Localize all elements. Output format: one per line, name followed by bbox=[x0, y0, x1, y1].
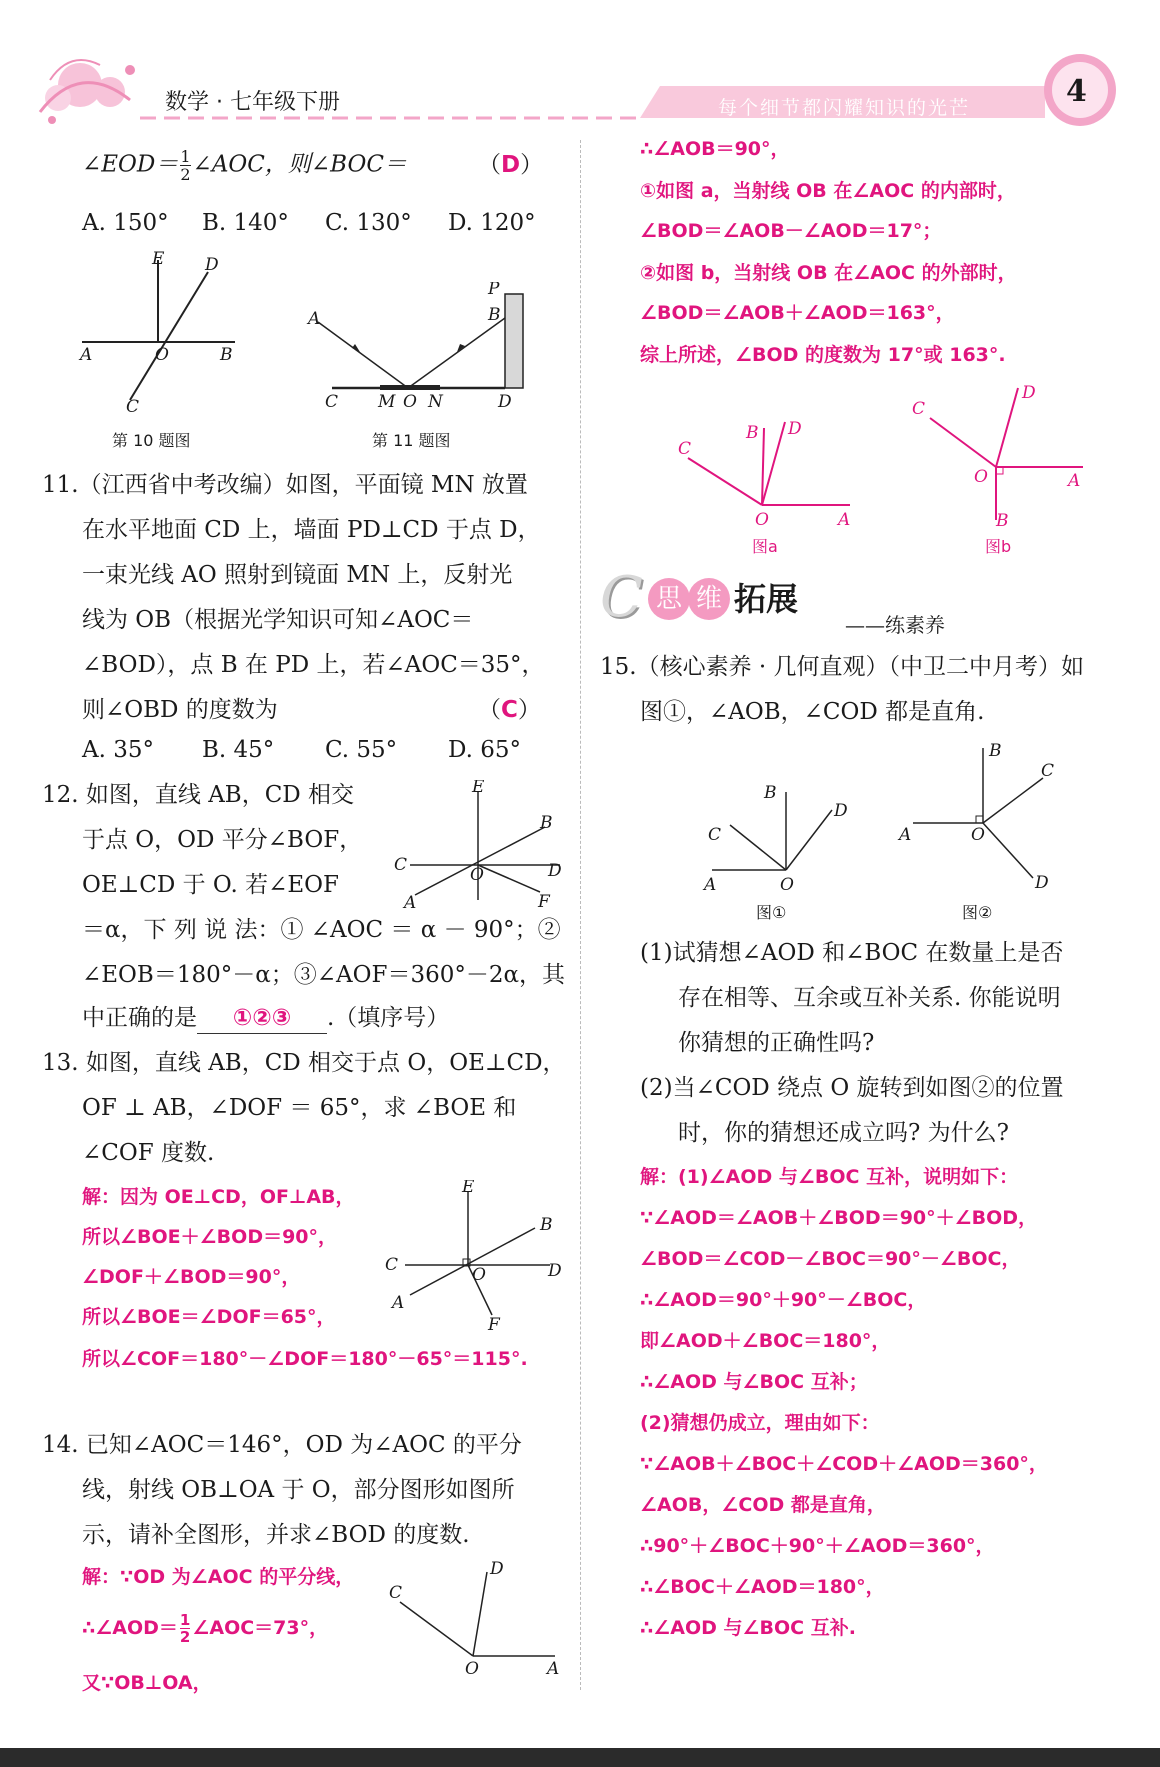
section-title-tail: 拓展 bbox=[734, 580, 799, 618]
q13-solution-2: 所以∠BOE＋∠BOD＝90°， bbox=[82, 1226, 338, 1248]
q11-line-6: 则∠OBD 的度数为 bbox=[82, 697, 278, 723]
svg-text:E: E bbox=[462, 1180, 475, 1197]
q12-suffix: .（填序号） bbox=[327, 1005, 450, 1031]
figure-1 bbox=[700, 780, 860, 895]
q13-line-1: 13. 如图，直线 AB，CD 相交于点 O，OE⊥CD， bbox=[42, 1050, 566, 1076]
svg-text:O: O bbox=[472, 1265, 486, 1285]
svg-text:E: E bbox=[152, 250, 165, 269]
svg-text:D: D bbox=[1035, 873, 1049, 890]
column-divider bbox=[580, 140, 581, 1690]
svg-text:O: O bbox=[755, 510, 769, 530]
q12-line-6 bbox=[82, 1003, 449, 1034]
q15-solution-8: ∵∠AOB＋∠BOC＋∠COD＋∠AOD＝360°， bbox=[640, 1453, 1048, 1475]
q10-option-a: A. 150° bbox=[82, 210, 169, 236]
q14-cont-6: 综上所述，∠BOD 的度数为 17°或 163°. bbox=[640, 344, 1006, 366]
svg-text:F: F bbox=[538, 892, 550, 910]
q13-solution-1: 解：因为 OE⊥CD，OF⊥AB， bbox=[82, 1186, 355, 1208]
q15-part-2b: 时，你的猜想还成立吗? 为什么? bbox=[678, 1120, 1009, 1146]
q15-solution-5: 即∠AOD＋∠BOC＝180°， bbox=[640, 1330, 891, 1352]
q10-answer: D bbox=[501, 152, 521, 178]
svg-text:O: O bbox=[470, 865, 484, 885]
figure-b bbox=[900, 380, 1100, 530]
q15-solution-6: ∴∠AOD 与∠BOC 互补； bbox=[640, 1371, 868, 1393]
q13-line-2: OF ⊥ AB，∠DOF ＝ 65°，求 ∠BOE 和 bbox=[82, 1095, 517, 1121]
section-letter: C bbox=[600, 565, 643, 630]
svg-text:E: E bbox=[472, 780, 485, 797]
fraction-half bbox=[180, 1612, 190, 1645]
figure-b-caption: 图b bbox=[985, 537, 1012, 556]
q14-cont-4: ②如图 b，当射线 OB 在∠AOC 的外部时， bbox=[640, 262, 1017, 284]
figure-a-caption: 图a bbox=[752, 537, 778, 556]
section-subtitle: ——练素养 bbox=[845, 613, 945, 637]
q10-option-b: B. 140° bbox=[202, 210, 289, 236]
q11-option-d: D. 65° bbox=[448, 737, 522, 763]
paren-open: （ bbox=[478, 697, 501, 723]
paren-open: （ bbox=[478, 152, 501, 178]
q15-solution-10: ∴90°＋∠BOC＋90°＋∠AOD＝360°， bbox=[640, 1535, 995, 1557]
svg-text:M: M bbox=[378, 392, 396, 412]
q15-line-1: 15.（核心素养 · 几何直观）（中卫二中月考）如 bbox=[600, 654, 1085, 680]
q12-line-5: ∠EOB＝180°－α；③∠AOF＝360°－2α，其 bbox=[82, 962, 566, 988]
figure-10 bbox=[70, 250, 250, 415]
svg-text:B: B bbox=[540, 813, 553, 833]
q10-option-d: D. 120° bbox=[448, 210, 536, 236]
frac-num: 1 bbox=[180, 147, 191, 166]
svg-text:D: D bbox=[834, 801, 848, 821]
figure-11-caption: 第 11 题图 bbox=[372, 431, 451, 450]
q13-solution-4: 所以∠BOE＝∠DOF＝65°， bbox=[82, 1306, 336, 1328]
svg-text:A: A bbox=[404, 893, 417, 910]
q11-answer-bracket bbox=[478, 695, 541, 725]
q10-stem-b: ∠AOC，则∠BOC＝ bbox=[192, 151, 407, 178]
svg-text:D: D bbox=[490, 1560, 504, 1579]
svg-text:C: C bbox=[394, 855, 408, 875]
q14-solution-1: 解：∵OD 为∠AOC 的平分线， bbox=[82, 1566, 355, 1588]
q14-solution-3: 又∵OB⊥OA， bbox=[82, 1672, 212, 1694]
svg-text:A: A bbox=[308, 309, 321, 329]
q13-solution-5: 所以∠COF＝180°－∠DOF＝180°－65°＝115°. bbox=[82, 1348, 528, 1370]
q13-line-3: ∠COF 度数. bbox=[82, 1140, 215, 1166]
q15-part-1: (1)试猜想∠AOD 和∠BOC 在数量上是否 bbox=[640, 940, 1064, 966]
frac-den: 2 bbox=[179, 1628, 191, 1646]
svg-text:C: C bbox=[126, 397, 140, 415]
section-char-1: 思 bbox=[648, 578, 690, 620]
q14-sol2-b: ∠AOC＝73°， bbox=[192, 1617, 329, 1639]
svg-text:O: O bbox=[974, 467, 988, 487]
q15-solution-1: 解：(1)∠AOD 与∠BOC 互补，说明如下： bbox=[640, 1166, 1019, 1188]
q12-line-3: OE⊥CD 于 O. 若∠EOF bbox=[82, 872, 339, 898]
svg-text:O: O bbox=[403, 392, 417, 412]
q12-line-2: 于点 O，OD 平分∠BOF， bbox=[82, 827, 363, 853]
figure-a bbox=[660, 410, 860, 530]
svg-text:A: A bbox=[392, 1293, 405, 1313]
figure-14 bbox=[385, 1560, 565, 1675]
q15-part-1c: 你猜想的正确性吗? bbox=[678, 1030, 875, 1056]
q11-line-3: 一束光线 AO 照射到镜面 MN 上，反射光 bbox=[82, 562, 513, 588]
fraction-half bbox=[180, 148, 190, 183]
q11-option-a: A. 35° bbox=[82, 737, 154, 763]
q14-solution-2 bbox=[82, 1612, 328, 1645]
floral-ornament-icon bbox=[40, 60, 135, 124]
svg-text:C: C bbox=[385, 1255, 399, 1275]
svg-text:A: A bbox=[80, 345, 93, 365]
figure-2 bbox=[895, 740, 1070, 890]
q10-answer-bracket bbox=[478, 150, 543, 180]
frac-den: 2 bbox=[180, 165, 191, 184]
svg-text:A: A bbox=[1068, 471, 1081, 491]
svg-text:C: C bbox=[389, 1583, 403, 1603]
figure-2-caption: 图② bbox=[962, 903, 993, 922]
q15-solution-2: ∵∠AOD＝∠AOB＋∠BOD＝90°＋∠BOD， bbox=[640, 1207, 1038, 1229]
q15-line-2: 图①，∠AOB，∠COD 都是直角. bbox=[640, 699, 985, 725]
q11-line-1: 11.（江西省中考改编）如图，平面镜 MN 放置 bbox=[42, 472, 528, 498]
q10-option-c: C. 130° bbox=[325, 210, 412, 236]
q15-part-2: (2)当∠COD 绕点 O 旋转到如图②的位置 bbox=[640, 1075, 1064, 1101]
svg-text:A: A bbox=[899, 825, 912, 845]
q10-stem-a: ∠EOD＝ bbox=[82, 151, 179, 178]
bottom-bar bbox=[0, 1748, 1160, 1767]
svg-text:D: D bbox=[498, 392, 512, 412]
svg-text:D: D bbox=[1022, 383, 1036, 403]
q15-solution-12: ∴∠AOD 与∠BOC 互补. bbox=[640, 1617, 856, 1639]
svg-text:A: A bbox=[704, 875, 717, 895]
figure-13 bbox=[380, 1180, 565, 1330]
q14-cont-1: ∴∠AOB＝90°， bbox=[640, 138, 790, 160]
svg-text:B: B bbox=[488, 305, 501, 325]
q11-option-b: B. 45° bbox=[202, 737, 275, 763]
q14-line-3: 示，请补全图形，并求∠BOD 的度数. bbox=[82, 1522, 470, 1548]
q12-prefix: 中正确的是 bbox=[82, 1005, 197, 1031]
q15-solution-4: ∴∠AOD＝90°＋90°－∠BOC， bbox=[640, 1289, 927, 1311]
q10-stem bbox=[82, 148, 407, 183]
figure-12 bbox=[390, 780, 565, 910]
svg-text:N: N bbox=[428, 392, 443, 412]
q11-answer: C bbox=[501, 697, 518, 723]
q14-line-2: 线，射线 OB⊥OA 于 O，部分图形如图所 bbox=[82, 1477, 515, 1503]
svg-text:P: P bbox=[488, 282, 500, 299]
svg-text:D: D bbox=[548, 1261, 562, 1281]
svg-text:D: D bbox=[548, 861, 562, 881]
q11-line-5: ∠BOD），点 B 在 PD 上，若∠AOC＝35°， bbox=[82, 652, 545, 678]
svg-text:O: O bbox=[465, 1659, 479, 1675]
q15-solution-9: ∠AOB，∠COD 都是直角， bbox=[640, 1494, 886, 1516]
q15-solution-3: ∠BOD＝∠COD－∠BOC＝90°－∠BOC， bbox=[640, 1248, 1021, 1270]
svg-text:B: B bbox=[996, 511, 1009, 530]
svg-text:A: A bbox=[547, 1659, 560, 1675]
section-banner bbox=[600, 565, 840, 632]
svg-text:C: C bbox=[912, 399, 926, 419]
svg-text:C: C bbox=[708, 825, 722, 845]
svg-text:B: B bbox=[746, 423, 759, 443]
svg-text:B: B bbox=[989, 741, 1002, 761]
q14-cont-3: ∠BOD＝∠AOB－∠AOD＝17°； bbox=[640, 220, 942, 242]
q14-cont-5: ∠BOD＝∠AOB＋∠AOD＝163°， bbox=[640, 302, 955, 324]
svg-text:D: D bbox=[205, 255, 219, 275]
q12-line-4: ＝α，下 列 说 法：① ∠AOC ＝ α － 90°；② bbox=[82, 917, 561, 943]
q13-solution-3: ∠DOF＋∠BOD＝90°， bbox=[82, 1266, 301, 1288]
svg-text:D: D bbox=[788, 419, 802, 439]
svg-text:A: A bbox=[838, 510, 851, 530]
q11-option-c: C. 55° bbox=[325, 737, 398, 763]
svg-text:B: B bbox=[220, 345, 233, 365]
q12-answer-blank: ①②③ bbox=[197, 1003, 327, 1034]
figure-1-caption: 图① bbox=[756, 903, 787, 922]
svg-text:C: C bbox=[325, 392, 339, 412]
figure-10-caption: 第 10 题图 bbox=[112, 431, 191, 450]
q14-sol2-a: ∴∠AOD＝ bbox=[82, 1617, 178, 1639]
paren-close: ） bbox=[517, 697, 541, 723]
svg-text:B: B bbox=[540, 1215, 553, 1235]
svg-text:O: O bbox=[155, 345, 169, 365]
svg-text:C: C bbox=[1041, 761, 1055, 781]
q14-line-1: 14. 已知∠AOC＝146°，OD 为∠AOC 的平分 bbox=[42, 1432, 522, 1458]
q15-solution-11: ∴∠BOC＋∠AOD＝180°， bbox=[640, 1576, 885, 1598]
q11-line-2: 在水平地面 CD 上，墙面 PD⊥CD 于点 D， bbox=[82, 517, 541, 543]
page-number: 4 bbox=[1066, 74, 1087, 109]
svg-text:F: F bbox=[488, 1315, 500, 1330]
frac-num: 1 bbox=[179, 1611, 191, 1629]
header-slogan: 每个细节都闪耀知识的光芒 bbox=[718, 97, 971, 119]
section-char-2: 维 bbox=[688, 578, 730, 620]
svg-text:B: B bbox=[764, 783, 777, 803]
figure-11 bbox=[300, 282, 540, 412]
paren-close: ） bbox=[520, 152, 544, 178]
q12-line-1: 12. 如图，直线 AB，CD 相交 bbox=[42, 782, 355, 808]
q15-solution-7: (2)猜想仍成立，理由如下： bbox=[640, 1412, 880, 1434]
q15-part-1b: 存在相等、互余或互补关系. 你能说明 bbox=[678, 985, 1061, 1011]
q14-cont-2: ①如图 a，当射线 OB 在∠AOC 的内部时， bbox=[640, 180, 1016, 202]
q11-line-4: 线为 OB（根据光学知识可知∠AOC＝ bbox=[82, 607, 474, 633]
book-title: 数学 · 七年级下册 bbox=[165, 90, 340, 115]
svg-text:C: C bbox=[678, 439, 692, 459]
svg-text:O: O bbox=[780, 875, 794, 895]
svg-text:O: O bbox=[971, 825, 985, 845]
